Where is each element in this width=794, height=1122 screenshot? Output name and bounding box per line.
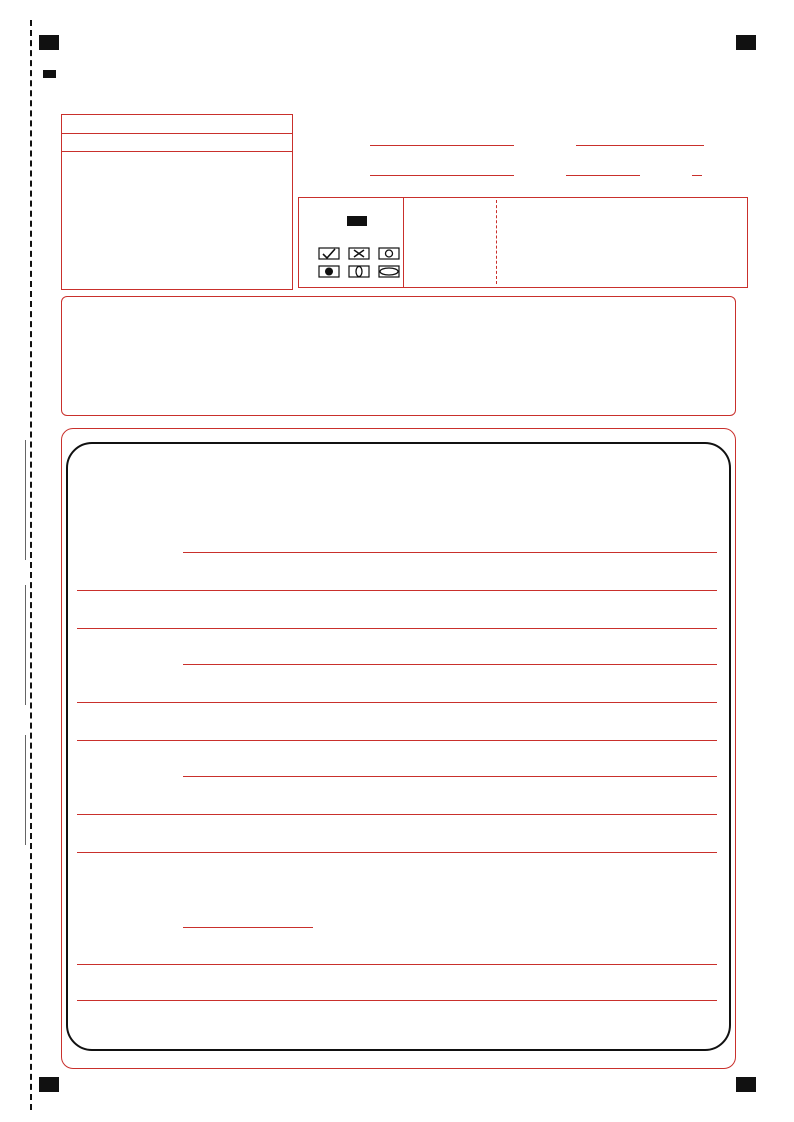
answer-line[interactable]	[77, 1000, 717, 1001]
barcode-area	[496, 200, 745, 284]
corner-mark-top-left	[39, 35, 59, 50]
seat-field[interactable]	[692, 175, 702, 176]
cut-line	[30, 20, 32, 1110]
side-line	[25, 735, 26, 845]
exam-room-field[interactable]	[566, 175, 640, 176]
answer-line[interactable]	[77, 628, 717, 629]
side-line	[25, 440, 26, 560]
exam-id-write-cells[interactable]	[62, 133, 292, 152]
answer-line[interactable]	[183, 776, 717, 777]
school-field[interactable]	[370, 145, 514, 146]
answer-line[interactable]	[77, 702, 717, 703]
answer-line[interactable]	[77, 852, 717, 853]
answer-line[interactable]	[183, 664, 717, 665]
exam-id-grid	[61, 114, 293, 290]
corner-mark-bottom-left	[39, 1077, 59, 1092]
answer-line[interactable]	[77, 740, 717, 741]
answer-line[interactable]	[77, 590, 717, 591]
corner-mark-top-right	[736, 35, 756, 50]
answer-line[interactable]	[77, 814, 717, 815]
wrong-fill-samples	[317, 246, 401, 282]
answer-line[interactable]	[77, 964, 717, 965]
class-field[interactable]	[370, 175, 514, 176]
corner-mark-bottom-right	[736, 1077, 756, 1092]
correct-fill-sample	[347, 216, 367, 226]
answer-line[interactable]	[183, 927, 313, 928]
multiple-choice-section	[61, 296, 736, 416]
answer-area-inner	[66, 442, 731, 1051]
answer-line[interactable]	[183, 552, 717, 553]
fill-example-box	[298, 197, 404, 288]
side-line	[25, 585, 26, 705]
timing-mark	[43, 70, 56, 78]
exam-id-label	[62, 115, 292, 134]
name-field[interactable]	[576, 145, 704, 146]
